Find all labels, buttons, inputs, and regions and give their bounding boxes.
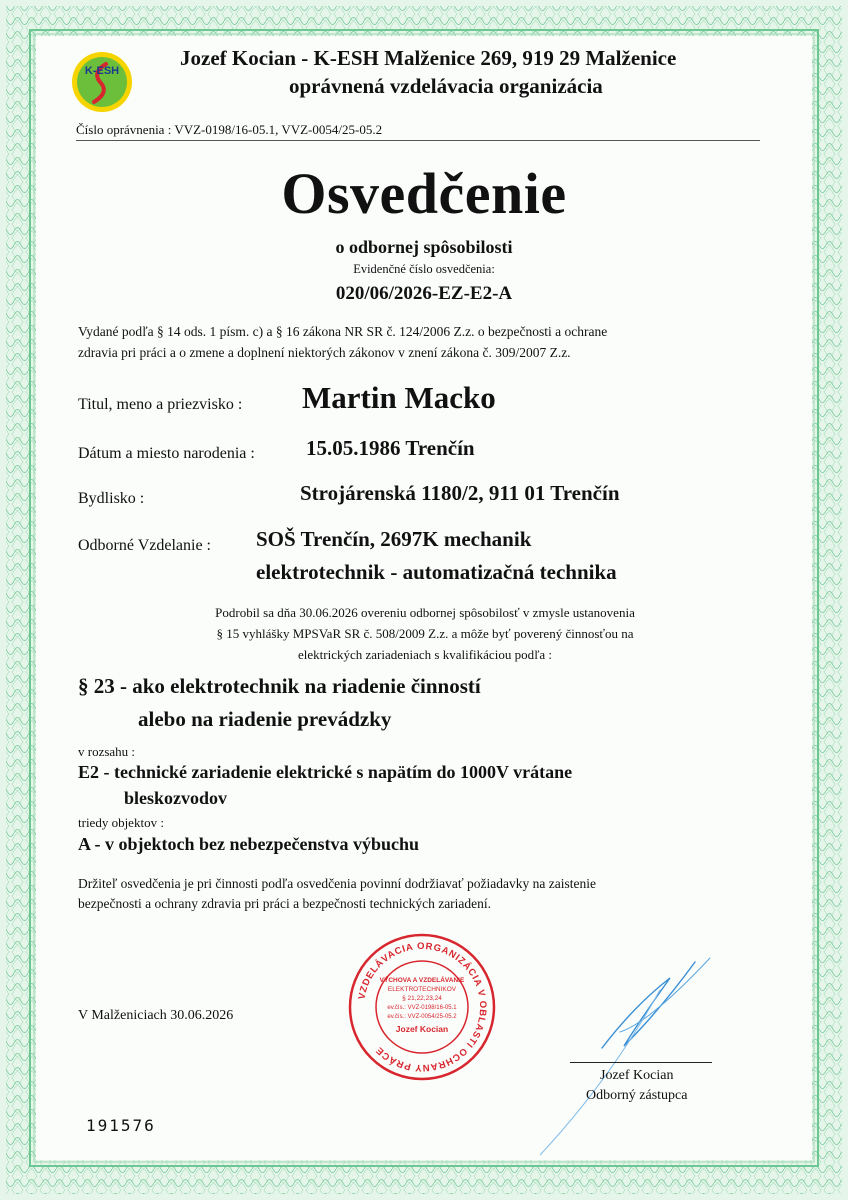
scope-line-2: bleskozvodov — [124, 788, 228, 808]
scope-label: v rozsahu : — [78, 744, 136, 759]
organization-line-1: Jozef Kocian - K-ESH Malženice 269, 919 29 Malženice — [180, 46, 677, 70]
qualification-line-2: § 15 vyhlášky MPSVaR SR č. 508/2009 Z.z. a môže byť poverený činnosťou na — [216, 626, 634, 641]
serial-number: 191576 — [86, 1116, 156, 1135]
legal-basis-line-1: Vydané podľa § 14 ods. 1 písm. c) a § 16 zákona NR SR č. 124/2006 Z.z. o bezpečnosti a ochrane — [78, 324, 608, 339]
address-label: Bydlisko : — [78, 490, 145, 507]
official-stamp — [347, 932, 497, 1082]
signer-role: Odborný zástupca — [586, 1088, 688, 1103]
logo-text: K-ESH — [84, 65, 120, 77]
legal-basis — [78, 321, 607, 363]
qualification-line-3: elektrických zariadeniach s kvalifikáciou podľa : — [298, 647, 552, 662]
holder-obligation-note — [78, 874, 596, 914]
signature-line — [570, 1062, 712, 1063]
qualification-line-1: Podrobil sa dňa 30.06.2026 overeniu odbornej spôsobilosť v zmysle ustanovenia — [215, 605, 635, 620]
class-value: A - v objektoch bez nebezpečenstva výbuchu — [78, 834, 419, 854]
stamp-line-4: ev.čís.: VVZ-0198/16-05.1 — [387, 1005, 457, 1011]
signer-name: Jozef Kocian — [600, 1068, 674, 1083]
header-divider — [76, 140, 760, 141]
name-label: Titul, meno a priezvisko : — [78, 396, 243, 413]
stamp-line-2: ELEKTROTECHNIKOV — [387, 986, 457, 993]
holder-address: Strojárenská 1180/2, 911 01 Trenčín — [300, 481, 620, 505]
handwritten-signature — [540, 950, 740, 1160]
stamp-ring-text: VZDELÁVACIA ORGANIZÁCIA V OBLASTI OCHRANY PRÁCE — [356, 940, 489, 1074]
paragraph-line-2: alebo na riadenie prevádzky — [138, 707, 392, 731]
paragraph-line-1: § 23 - ako elektrotechnik na riadenie činností — [78, 674, 481, 698]
birth-label: Dátum a miesto narodenia : — [78, 445, 255, 462]
education-line-1: SOŠ Trenčín, 2697K mechanik — [256, 527, 532, 551]
evidence-number-label: Evidenčné číslo osvedčenia: — [353, 262, 495, 276]
organization-line-2: oprávnená vzdelávacia organizácia — [289, 74, 603, 98]
certificate-title: Osvedčenie — [281, 161, 567, 226]
stamp-line-5: ev.čís.: VVZ-0054/25-05.2 — [387, 1014, 457, 1020]
legal-basis-line-2: zdravia pri práci a o zmene a doplnení niektorých zákonov v znení zákona č. 309/2007 Z.z. — [78, 345, 571, 360]
certificate-subtitle: o odbornej spôsobilosti — [335, 237, 513, 257]
education-line-2: elektrotechnik - automatizačná technika — [256, 560, 617, 584]
holder-name: Martin Macko — [302, 380, 496, 415]
education-label: Odborné Vzdelanie : — [78, 537, 211, 554]
license-number: Číslo oprávnenia : VVZ-0198/16-05.1, VVZ-0054/25-05.2 — [76, 122, 383, 137]
k-esh-logo — [70, 50, 134, 114]
evidence-number: 020/06/2026-EZ-E2-A — [335, 283, 513, 304]
class-label: triedy objektov : — [78, 815, 164, 830]
stamp-line-6: Jozef Kocian — [395, 1024, 449, 1034]
birth-date-place: 15.05.1986 Trenčín — [306, 436, 475, 460]
stamp-line-1: VÝCHOVA A VZDELÁVANIE — [379, 977, 465, 984]
scope-line-1: E2 - technické zariadenie elektrické s napätím do 1000V vrátane — [78, 762, 573, 782]
stamp-line-3: § 21,22,23,24 — [402, 995, 442, 1002]
place-and-date: V Malženiciach 30.06.2026 — [78, 1008, 234, 1023]
qualification-statement — [200, 602, 650, 665]
obligation-line-1: Držiteľ osvedčenia je pri činnosti podľa osvedčenia povinní dodržiavať požiadavky na zaistenie — [78, 876, 596, 891]
obligation-line-2: bezpečnosti a ochrany zdravia pri práci a bezpečnosti technických zariadení. — [78, 896, 492, 911]
